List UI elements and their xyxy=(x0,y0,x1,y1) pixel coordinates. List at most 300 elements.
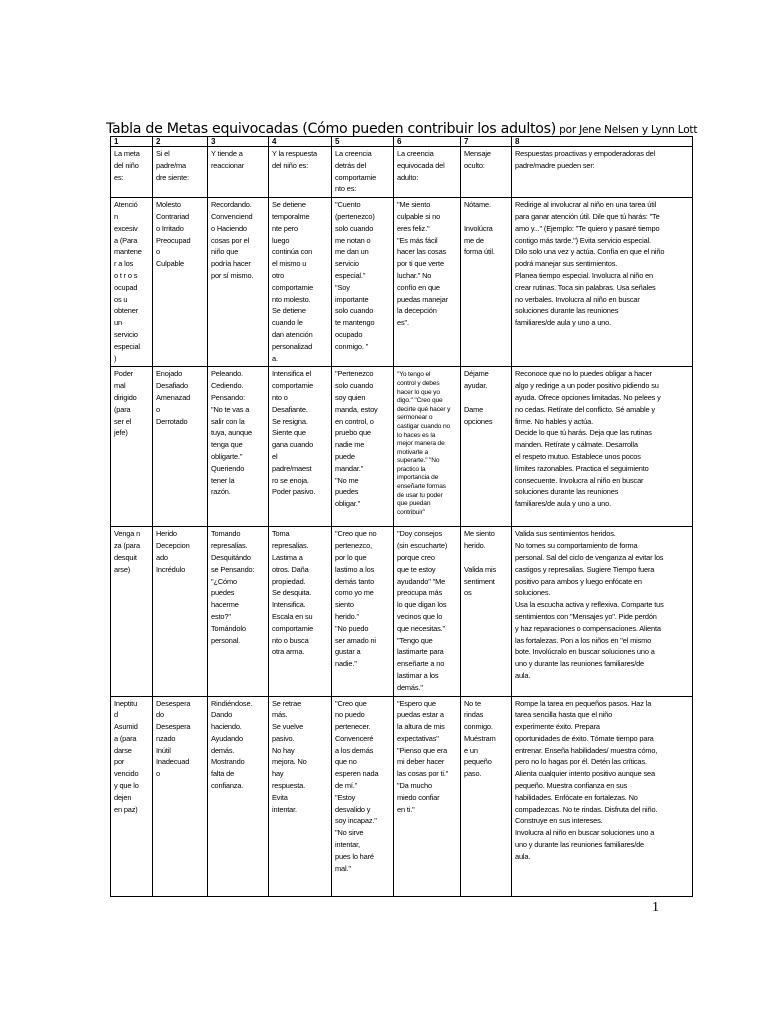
cell-line: tarea sencilla hasta que el niño xyxy=(515,710,613,720)
cell-line: importancia de xyxy=(397,474,439,482)
cell-line: adulto: xyxy=(397,172,419,182)
cell-line: cosas por el xyxy=(211,235,250,245)
cell-line: ayudar. xyxy=(464,381,488,391)
cell-line: padre/maest xyxy=(272,463,312,473)
cell-line: ado xyxy=(156,552,168,562)
title-text: Tabla de Metas equivocadas (Cómo pueden contribuir los adultos) xyxy=(106,121,556,137)
cell-line: las fortalezas. Pon a los niños en "el mismo xyxy=(515,635,652,645)
cell-line: Siente que xyxy=(272,428,306,438)
cell-line: ocupad xyxy=(114,282,138,292)
cell-line: obtener xyxy=(114,306,139,316)
cell-line: demás. xyxy=(211,745,235,755)
cell-line: a (Para xyxy=(114,235,138,245)
cell-line: otros. Daña xyxy=(272,564,309,574)
table-cell xyxy=(111,696,153,896)
cell-line: Construye en sus intereses. xyxy=(515,816,603,826)
table-cell xyxy=(269,696,332,896)
cell-line: miedo confiar xyxy=(397,792,440,802)
cell-line: en ti." xyxy=(397,804,415,814)
cell-line: Se resigna. xyxy=(272,416,308,426)
cell-line: puedas manejar xyxy=(397,294,448,304)
cell-line: dirigido xyxy=(114,392,137,402)
cell-line: Se retrae xyxy=(272,698,302,708)
cell-line: comportamie xyxy=(272,381,314,391)
cell-line: Involucra al niño en buscar soluciones uno a xyxy=(515,828,655,838)
cell-line: Alienta cualquier intento positivo aunque sea xyxy=(515,769,655,779)
cell-line: No tomes su comportamiento de forma xyxy=(515,541,638,551)
table-cell xyxy=(153,198,208,367)
cell-line: motivarte a xyxy=(397,448,428,456)
cell-line: personalizad xyxy=(272,341,313,351)
table-cell xyxy=(208,527,269,696)
cell-line: Inútil xyxy=(156,745,171,755)
cell-line: ser amado ni xyxy=(335,635,376,645)
cell-line: Ineptitu xyxy=(114,698,138,708)
cell-line: Cediendo. xyxy=(211,381,244,391)
table-cell xyxy=(111,367,153,527)
cell-line: Enojado xyxy=(156,369,183,379)
table-cell xyxy=(332,147,394,198)
cell-line: manda, estoy xyxy=(335,404,378,414)
cell-line: Pensando: xyxy=(211,392,245,402)
cell-line: Evita xyxy=(272,792,288,802)
cell-line: solo cuando xyxy=(335,223,374,233)
cell-line: Escala en su xyxy=(272,611,313,621)
cell-line: Se detiene xyxy=(272,306,306,316)
cell-line: excesiv xyxy=(114,223,138,233)
cell-line: gustar a xyxy=(335,647,361,657)
cell-line: hay xyxy=(272,769,284,779)
column-number: 1 xyxy=(111,137,153,147)
cell-line: puedes xyxy=(211,588,235,598)
cell-line: ayuda. Ofrece opciones limitadas. No pelees y xyxy=(515,392,661,402)
cell-line: Usa la escucha activa y reflexiva. Comparte tus xyxy=(515,600,664,610)
table-cell xyxy=(208,367,269,527)
cell-line: dan atención xyxy=(272,329,313,339)
cell-line: digo." "Creo que xyxy=(397,397,443,405)
cell-line: de usar tu poder xyxy=(397,491,443,499)
cell-line: "No sirve xyxy=(335,828,364,838)
table-row xyxy=(111,696,693,896)
cell-line: pertenecer. xyxy=(335,722,371,732)
cell-line: Valida mis xyxy=(464,564,497,574)
cell-line: "Cuento xyxy=(335,200,361,210)
cell-line: Rindiéndose. xyxy=(211,698,253,708)
cell-line: siento xyxy=(335,600,354,610)
cell-line: intentar, xyxy=(335,840,360,850)
cell-line: que puedan xyxy=(397,500,431,508)
cell-line: Desespera xyxy=(156,722,191,732)
table-cell xyxy=(111,198,153,367)
cell-line: que necesitas." xyxy=(397,623,446,633)
cell-line: Tomándolo xyxy=(211,623,246,633)
cell-line: "Me siento xyxy=(397,200,431,210)
cell-line: Derrotado xyxy=(156,416,188,426)
cell-line: es". xyxy=(397,318,409,328)
cell-line: vecinos que lo xyxy=(397,611,443,621)
cell-line: Queriendo xyxy=(211,463,245,473)
cell-line: Rompe la tarea en pequeños pasos. Haz la xyxy=(515,698,652,708)
cell-line: Mostrando xyxy=(211,757,245,767)
cell-line: "Yo tengo el xyxy=(397,371,431,379)
cell-line: otro xyxy=(272,270,285,280)
cell-line xyxy=(464,211,509,223)
cell-line: confianza. xyxy=(211,781,244,791)
cell-line: pues lo haré xyxy=(335,851,374,861)
cell-line: "Es más fácil xyxy=(397,235,438,245)
cell-line: Desafiante. xyxy=(272,404,308,414)
cell-line: "Doy consejos xyxy=(397,529,443,539)
cell-line: (sin escucharte) xyxy=(397,541,448,551)
cell-line: preocupa más xyxy=(397,588,443,598)
cell-line: tener la xyxy=(211,475,235,485)
cell-line: r a los xyxy=(114,259,134,269)
cell-line: lo que digan los xyxy=(397,600,447,610)
cell-line: respuesta. xyxy=(272,781,306,791)
column-number: 5 xyxy=(332,137,394,147)
cell-line: haciendo. xyxy=(211,722,242,732)
cell-line: n xyxy=(114,211,118,221)
column-number: 6 xyxy=(394,137,461,147)
cell-line: equivocada del xyxy=(397,160,445,170)
cell-line: más. xyxy=(272,710,288,720)
table-cell xyxy=(461,696,512,896)
cell-line: Nótame. xyxy=(464,200,491,210)
cell-line: os xyxy=(464,588,472,598)
cell-line: Convenceré xyxy=(335,733,374,743)
cell-line: nto molesto. xyxy=(272,294,311,304)
cell-line: "Creo que no xyxy=(335,529,377,539)
cell-line: castigar cuando no xyxy=(397,422,451,430)
document-title xyxy=(106,118,706,137)
cell-line: aula. xyxy=(515,670,531,680)
table-cell xyxy=(111,147,153,198)
cell-line: nto o xyxy=(272,392,288,402)
cell-line: nto o busca xyxy=(272,635,309,645)
cell-line: demás tanto xyxy=(335,576,375,586)
cell-line: servicio xyxy=(114,329,138,339)
cell-line: habilidades. Enfócate en fortalezas. No xyxy=(515,792,638,802)
cell-line: nzado xyxy=(156,733,176,743)
cell-line: mal." xyxy=(335,863,351,873)
cell-line: a. xyxy=(272,353,278,363)
table-cell xyxy=(111,527,153,696)
cell-line: control y debes xyxy=(397,379,440,387)
cell-line: ocupado xyxy=(335,329,363,339)
cell-line: herido." xyxy=(335,611,360,621)
cell-line: la decepción xyxy=(397,306,437,316)
table-cell xyxy=(512,198,693,367)
cell-line: luego xyxy=(272,235,290,245)
cell-line: gana cuando xyxy=(272,440,314,450)
cell-line: firme. No hables y actúa. xyxy=(515,416,593,426)
cell-line: esto?" xyxy=(211,611,231,621)
cell-line: "¿Cómo xyxy=(211,576,237,586)
cell-line: conmigo. xyxy=(464,722,493,732)
cell-line: puedas estar a xyxy=(397,710,444,720)
cell-line: Atenció xyxy=(114,200,138,210)
cell-line: "No puedo xyxy=(335,623,369,633)
cell-line: comportamie xyxy=(335,172,377,182)
cell-line: La meta xyxy=(114,149,140,158)
cell-line: Preocupad xyxy=(156,235,191,245)
cell-line: familiares/de aula y uno a uno. xyxy=(515,499,612,509)
cell-line: jefe) xyxy=(114,428,128,438)
cell-line: aula. xyxy=(515,851,531,861)
cell-line: nadie." xyxy=(335,659,357,669)
cell-line: un xyxy=(114,318,122,328)
cell-line: vencido xyxy=(114,769,139,779)
cell-line: Intensifica el xyxy=(272,369,311,379)
cell-line: "Da mucho xyxy=(397,781,432,791)
cell-line: Incrédulo xyxy=(156,564,186,574)
cell-line: del niño xyxy=(114,160,139,170)
cell-line: superarte." "No xyxy=(397,457,440,465)
cell-line: Contrariad xyxy=(156,211,190,221)
cell-line: que no xyxy=(335,757,357,767)
cell-line: mejor manera de xyxy=(397,440,445,448)
cell-line: y haz reparaciones o compensaciones. Alienta xyxy=(515,623,661,633)
cell-line: Asumid xyxy=(114,722,138,732)
column-number: 8 xyxy=(512,137,693,147)
cell-line xyxy=(464,392,509,404)
cell-line: castigos y represalias. Sugiere Tiempo fuera xyxy=(515,564,655,574)
table-cell xyxy=(208,147,269,198)
cell-line: importante xyxy=(335,294,369,304)
cell-line: personal. Sal del ciclo de venganza al evitar los xyxy=(515,552,664,562)
cell-line: Ayudando xyxy=(211,733,243,743)
cell-line: y que lo xyxy=(114,781,139,791)
cell-line: enseñarte a no xyxy=(397,659,445,669)
cell-line: por sí mismo. xyxy=(211,270,254,280)
table-row xyxy=(111,527,693,696)
cell-line: me notan o xyxy=(335,235,371,245)
cell-line: soluciones durante las reuniones xyxy=(515,306,619,316)
cell-line: represalias. xyxy=(272,541,309,551)
cell-line: contigo más tarde.") Evita servicio especial. xyxy=(515,235,651,245)
cell-line: do xyxy=(156,710,164,720)
cell-line: entrenar. Enseña habilidades/ muestra cómo, xyxy=(515,745,658,755)
cell-line: (para xyxy=(114,404,131,414)
cell-line: Poder pasivo. xyxy=(272,487,316,497)
cell-line: Intensifica. xyxy=(272,600,306,610)
cell-line: temporalme xyxy=(272,211,310,221)
cell-line: las cosas por ti." xyxy=(397,769,449,779)
cell-line: sentimientos con "Mensajes yo". Pide perdón xyxy=(515,611,657,621)
cell-line: mi deber hacer xyxy=(397,757,445,767)
cell-line: continúa con xyxy=(272,247,313,257)
cell-line: soy quien xyxy=(335,392,366,402)
cell-line: "Espero que xyxy=(397,698,436,708)
cell-line: Herido xyxy=(156,529,177,539)
cell-line: uno y durante las reuniones familiares/de xyxy=(515,659,645,669)
cell-line: como yo me xyxy=(335,588,374,598)
cell-line: "Tengo que xyxy=(397,635,433,645)
cell-line: lastimo a los xyxy=(335,564,375,574)
cell-line: paso. xyxy=(464,769,482,779)
cell-line: Involúcra xyxy=(464,223,493,233)
cell-line: especial xyxy=(114,341,140,351)
cell-line: oportunidades de éxito. Tómate tiempo para xyxy=(515,733,654,743)
cell-line: Recordando. xyxy=(211,200,252,210)
cell-line: niño que xyxy=(211,247,239,257)
cell-line: Desquitándo xyxy=(211,552,251,562)
cell-line: o Irritado xyxy=(156,223,184,233)
cell-line: razón. xyxy=(211,487,231,497)
cell-line: esperen nada xyxy=(335,769,379,779)
cell-line: Toma xyxy=(272,529,290,539)
cell-line: Venga n xyxy=(114,529,141,539)
table-row xyxy=(111,198,693,367)
cell-line: dejen xyxy=(114,792,132,802)
cell-line: solo cuando xyxy=(335,306,374,316)
cell-line: mal xyxy=(114,381,126,391)
cell-line: es: xyxy=(114,172,124,182)
cell-line: detrás del xyxy=(335,160,366,170)
cell-line: practico la xyxy=(397,465,426,473)
cell-line: enseñarte formas xyxy=(397,483,446,491)
cell-line: Y la respuesta xyxy=(272,149,318,158)
cell-line: contribuir" xyxy=(397,508,425,516)
cell-line: comportamie xyxy=(272,623,314,633)
cell-line: Y tiende a xyxy=(211,149,243,158)
cell-line: pequeño. Muestra confianza en sus xyxy=(515,781,628,791)
cell-line: "No te vas a xyxy=(211,404,250,414)
cell-line: "Soy xyxy=(335,282,350,292)
cell-line: arse) xyxy=(114,564,131,574)
cell-line: o xyxy=(156,769,160,779)
cell-line: ) xyxy=(114,353,117,363)
cell-line: me dan un xyxy=(335,247,369,257)
cell-line: Si el xyxy=(156,149,170,158)
cell-line: Muéstram xyxy=(464,733,496,743)
cell-line: podría hacer xyxy=(211,259,251,269)
cell-line: mejora. No xyxy=(272,757,307,767)
column-number-row xyxy=(111,137,693,147)
cell-line: "Creo que xyxy=(335,698,367,708)
cell-line: os u xyxy=(114,294,128,304)
table-cell xyxy=(269,147,332,198)
table-cell xyxy=(461,527,512,696)
cell-line: La creencia xyxy=(397,149,434,158)
cell-line: no puedo xyxy=(335,710,365,720)
cell-line: compadezcas. No te rindas. Disfruta del niño. xyxy=(515,804,658,814)
cell-line: salir con la xyxy=(211,416,245,426)
cell-line: la altura de mis xyxy=(397,722,445,732)
cell-line: "Estoy xyxy=(335,792,356,802)
cell-line: podrá manejar sus sentimientos. xyxy=(515,259,618,269)
cell-line: crear rutinas. Toca sin palabras. Usa señales xyxy=(515,282,656,292)
cell-line: lastimar a los xyxy=(397,670,439,680)
cell-line: Se desquita. xyxy=(272,588,312,598)
cell-line: del niño es: xyxy=(272,160,309,170)
table-cell xyxy=(269,367,332,527)
cell-line: o Haciendo xyxy=(211,223,247,233)
cell-line: ser el xyxy=(114,416,132,426)
table-row xyxy=(111,367,693,527)
cell-line: positivo para ambos y luego enfócate en xyxy=(515,576,642,586)
cell-line: Dando xyxy=(211,710,233,720)
cell-line: sentiment xyxy=(464,576,495,586)
cell-line: nadie me xyxy=(335,440,365,450)
cell-line: Se vuelve xyxy=(272,722,304,732)
cell-line: Decide lo que tú harás. Deja que las rutinas xyxy=(515,428,652,438)
cell-line: en control, o xyxy=(335,416,374,426)
cell-line: demás." xyxy=(397,682,423,692)
table-cell xyxy=(394,696,461,896)
cell-line: (pertenezco) xyxy=(335,211,375,221)
cell-line: algo y redirige a un poder positivo pidiendo su xyxy=(515,381,659,391)
cell-line: reaccionar xyxy=(211,160,245,170)
cell-line: amo y..." (Ejemplo: "Te quiero y pasaré tiempo xyxy=(515,223,660,233)
cell-line: falta de xyxy=(211,769,235,779)
cell-line: personal. xyxy=(211,635,241,645)
cell-line: Déjame xyxy=(464,369,489,379)
cell-line: ro se enoja. xyxy=(272,475,309,485)
cell-line: mantene xyxy=(114,247,142,257)
cell-line: te mantengo xyxy=(335,318,375,328)
cell-line: Desafiado xyxy=(156,381,188,391)
cell-line: Planea tiempo especial. Involucra al niño en xyxy=(515,270,654,280)
table-cell xyxy=(461,198,512,367)
cell-line: hacer las cosas xyxy=(397,247,447,257)
cell-line: a los demás xyxy=(335,745,374,755)
cell-line: rindas xyxy=(464,710,484,720)
cell-line: hacerme xyxy=(211,600,239,610)
cell-line: no cedas. Retírate del conflicto. Sé amable y xyxy=(515,404,655,414)
cell-line: lo haces es la xyxy=(397,431,436,439)
table-cell xyxy=(461,147,512,198)
cell-line: se Pensando: xyxy=(211,564,255,574)
cell-line: para ganar atención útil. Dile que tú harás: "Te xyxy=(515,211,660,221)
cell-line: consecuente. Involucra al niño en buscar xyxy=(515,475,644,485)
table-cell xyxy=(153,696,208,896)
cell-line: padre/madre pueden ser: xyxy=(515,160,595,170)
cell-line: Redirige al involucrar al niño en una tarea útil xyxy=(515,200,657,210)
cell-line: Respuestas proactivas y empoderadoras del xyxy=(515,149,656,158)
mistaken-goals-table xyxy=(110,136,693,897)
cell-line: e un xyxy=(464,745,478,755)
cell-line: Inadecuad xyxy=(156,757,190,767)
cell-line: o xyxy=(156,247,160,257)
cell-line: comportamie xyxy=(272,282,314,292)
cell-line: porque creo xyxy=(397,552,435,562)
cell-line: uno y durante las reuniones familiares/de xyxy=(515,840,645,850)
cell-line: "Pertenezco xyxy=(335,369,374,379)
table-cell xyxy=(512,696,693,896)
cell-line: por lo que xyxy=(335,552,367,562)
cell-line: represalias. xyxy=(211,541,248,551)
cell-line: conmigo. " xyxy=(335,341,369,351)
cell-line: d xyxy=(114,710,118,720)
table-cell xyxy=(512,367,693,527)
cell-line: pero no lo hagas por él. Detén las críticas. xyxy=(515,757,647,767)
table-cell xyxy=(394,367,461,527)
cell-line: expectativas" xyxy=(397,733,439,743)
column-number: 7 xyxy=(461,137,512,147)
cell-line: el mismo u xyxy=(272,259,307,269)
cell-line: me de xyxy=(464,235,484,245)
cell-line: dre siente: xyxy=(156,172,189,182)
cell-line: confío en que xyxy=(397,282,440,292)
cell-line: límites razonables. Practica el seguimiento xyxy=(515,463,649,473)
cell-line: Tomando xyxy=(211,529,241,539)
cell-line: "Pienso que era xyxy=(397,745,448,755)
cell-line: pequeño xyxy=(464,757,492,767)
cell-line: decirte qué hacer y xyxy=(397,405,451,413)
cell-line: nto es: xyxy=(335,184,357,194)
cell-line: Mensaje xyxy=(464,149,491,158)
